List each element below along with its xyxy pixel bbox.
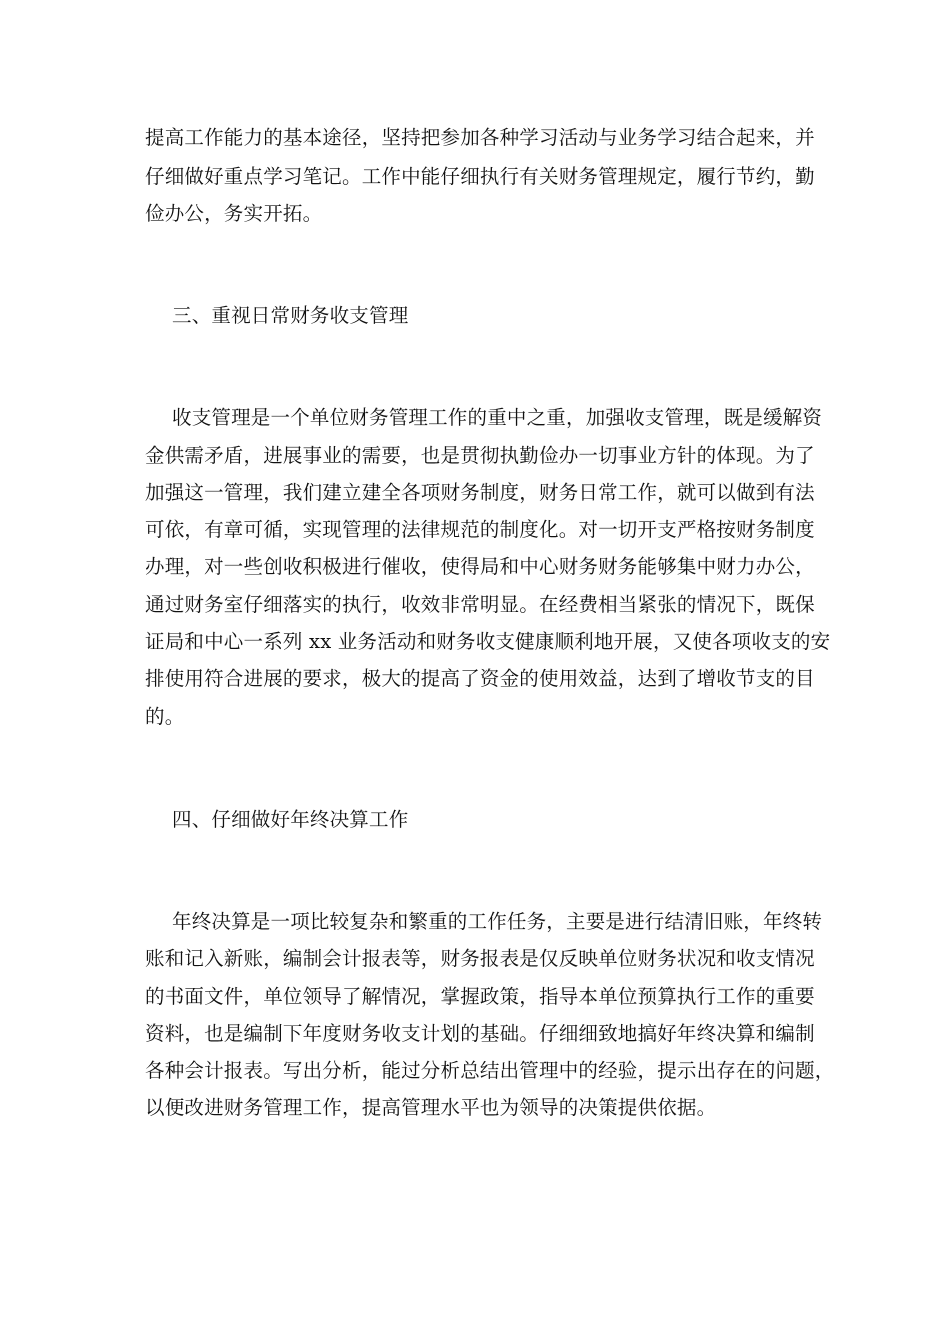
paragraph-line: 资料，也是编制下年度财务收支计划的基础。仔细细致地搞好年终决算和编制 <box>145 1022 815 1045</box>
paragraph-line: 提高工作能力的基本途径，坚持把参加各种学习活动与业务学习结合起来，并 <box>145 126 815 149</box>
paragraph-line: 各种会计报表。写出分析，能过分析总结出管理中的经验，提示出存在的问题， <box>145 1059 835 1082</box>
paragraph-line: 俭办公，务实开拓。 <box>145 202 323 225</box>
paragraph-line: 加强这一管理，我们建立建全各项财务制度，财务日常工作，就可以做到有法 <box>145 481 815 504</box>
paragraph-line: 金供需矛盾，进展事业的需要，也是贯彻执勤俭办一切事业方针的体现。为了 <box>145 444 815 467</box>
paragraph-line: 通过财务室仔细落实的执行，收效非常明显。在经费相当紧张的情况下，既保 <box>145 593 815 616</box>
paragraph-line: 可依，有章可循，实现管理的法律规范的制度化。对一切开支严格按财务制度 <box>145 518 815 541</box>
paragraph-line: 账和记入新账，编制会计报表等，财务报表是仅反映单位财务状况和收支情况 <box>145 947 815 970</box>
paragraph-line: 收支管理是一个单位财务管理工作的重中之重，加强收支管理，既是缓解资 <box>172 406 823 429</box>
paragraph-line: 证局和中心一系列 xx 业务活动和财务收支健康顺利地开展，又使各项收支的安 <box>145 630 831 653</box>
paragraph-line: 排使用符合进展的要求，极大的提高了资金的使用效益，达到了增收节支的目 <box>145 667 815 690</box>
paragraph-line: 仔细做好重点学习笔记。工作中能仔细执行有关财务管理规定，履行节约，勤 <box>145 165 815 188</box>
section-heading-4: 四、仔细做好年终决算工作 <box>172 808 409 831</box>
paragraph-line: 年终决算是一项比较复杂和繁重的工作任务，主要是进行结清旧账，年终转 <box>172 910 823 933</box>
paragraph-line: 的书面文件，单位领导了解情况，掌握政策，指导本单位预算执行工作的重要 <box>145 985 815 1008</box>
paragraph-line: 办理，对一些创收积极进行催收，使得局和中心财务财务能够集中财力办公， <box>145 555 815 578</box>
paragraph-line: 的。 <box>145 705 185 728</box>
section-heading-3: 三、重视日常财务收支管理 <box>172 304 409 327</box>
paragraph-line: 以便改进财务管理工作，提高管理水平也为领导的决策提供依据。 <box>145 1096 717 1119</box>
